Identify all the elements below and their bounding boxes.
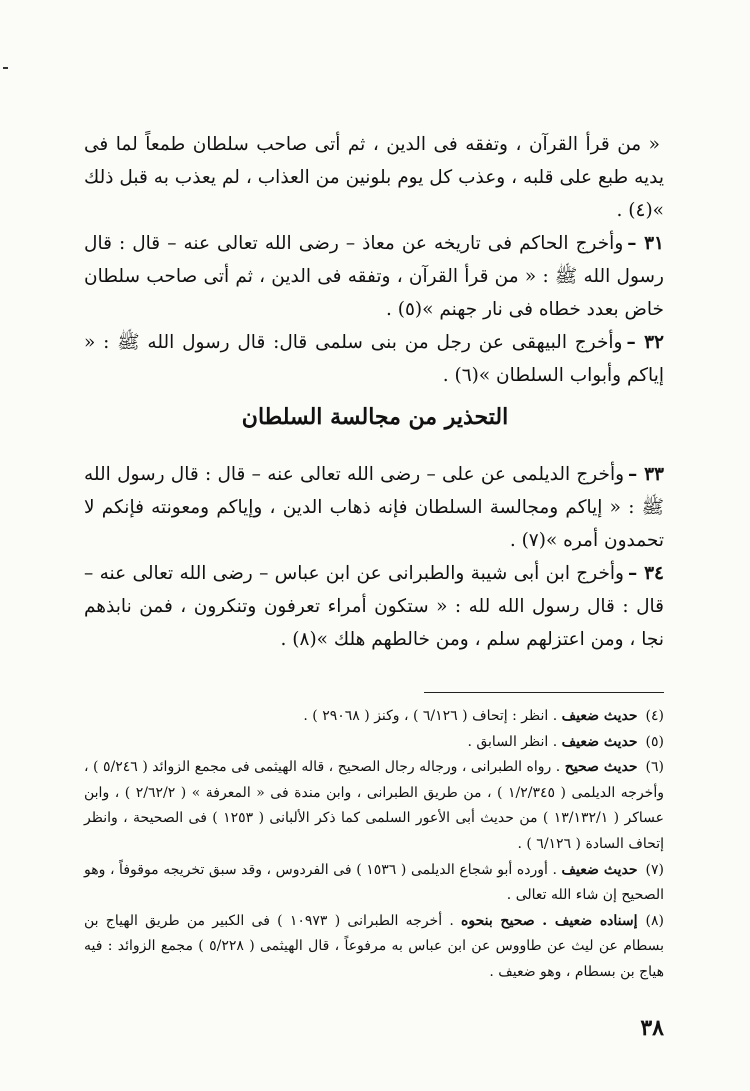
footnote-number: (٧) [645,861,664,878]
footnote-text: . انظر : إتحاف ( ٦/١٢٦ ) ، وكنز ( ٢٩٠٦٨ ) . [303,708,558,724]
page-number: ٣٨ [640,1015,664,1041]
paragraph-text: « من قرأ القرآن ، وتفقه فى الدين ، ثم أتى صاحب سلطان طمعاً لما فى يديه طبع على قلبه ، وعذب كل يوم بلونين من العذاب ، لم يعذب به قبل ذلك »(٤) . [84,134,664,221]
footnote-text: . رواه الطبرانى ، ورجاله رجال الصحيح ، قاله الهيثمى فى مجمع الزوائد ( ٥/٢٤٦ ) ، وأخرجه الديلمى ( ١/٢/٣٤٥ ) ، من طريق الطبرانى ، وابن مندة فى « المعرفة » ( ٢/٦٢/٢ ) ، وابن عساكر ( ١٣/١٣٢/١ ) من حديث أبى الأعور السلمى كما ذكر الألبانى ( ١٢٥٣ ) فى الصحيحة ، وانظر إتحاف السادة ( ٦/١٢٦ ) . [84,759,664,852]
paragraph-text: وأخرج الديلمى عن على – رضى الله تعالى عنه – قال : قال رسول الله ﷺ : « إياكم ومجالسة السلطان فإنه ذهاب الدين ، وإياكم ومعونته فإنكم لا تحمدون أمره »(٧) . [84,464,664,551]
footnote [84,909,664,986]
hadith-number: ٣١ – [627,233,664,254]
footnote [84,730,664,756]
footnote-text: . أورده أبو شجاع الديلمى ( ١٥٣٦ ) فى الفردوس ، وقد سبق تخريجه موقوفاً ، وهو الصحيح إن شاء الله تعالى . [84,861,664,904]
footnote-grade: حديث ضعيف [561,733,638,750]
hadith-number: ٣٣ – [628,464,664,485]
footnote-grade: إسناده ضعيف . صحيح بنحوه [461,912,638,929]
paragraph [84,458,664,557]
paragraph [84,128,664,227]
paragraph-text: وأخرج الحاكم فى تاريخه عن معاذ – رضى الله تعالى عنه – قال : قال رسول الله ﷺ : « من قرأ القرآن ، وتفقه فى الدين ، ثم أتى صاحب سلطان خاض بعدد خطاه فى نار جهنم »(٥) . [84,233,664,320]
footnote-divider [424,692,664,693]
margin-mark [3,67,8,69]
footnotes [84,704,664,986]
section-heading: التحذير من مجالسة السلطان [241,404,509,430]
footnote-text: . أخرجه الطبرانى ( ١٠٩٧٣ ) فى الكبير من طريق الهياج بن بسطام عن ليث عن طاووس عن ابن عباس به مرفوعاً ، قال الهيثمى ( ٥/٢٢٨ ) مجمع الزوائد : فيه هياج بن بسطام ، وهو ضعيف . [84,912,665,980]
paragraph [84,227,664,326]
footnote-number: (٤) [645,708,664,724]
hadith-number: ٣٤ – [627,563,664,584]
paragraph-text: وأخرج البيهقى عن رجل من بنى سلمى قال: قال رسول الله ﷺ : « إياكم وأبواب السلطان »(٦) . [84,332,664,386]
footnote [84,858,664,909]
paragraph-text: وأخرج ابن أبى شيبة والطبرانى عن ابن عباس – رضى الله تعالى عنه – قال : قال رسول الله لله : « ستكون أمراء تعرفون وتنكرون ، فمن نابذهم نجا ، ومن اعتزلهم سلم ، ومن خالطهم هلك »(٨) . [84,563,664,650]
footnote-text: . انظر السابق . [467,733,558,750]
main-text-bottom [84,458,664,656]
footnote-number: (٦) [645,759,664,776]
footnote-grade: حديث ضعيف [561,861,638,878]
footnote-grade: حديث ضعيف [561,708,638,724]
paragraph [84,557,664,656]
footnote [84,704,664,730]
footnote-grade: حديث صحيح [564,759,638,776]
footnote-number: (٨) [645,912,664,929]
main-text-top [84,128,664,392]
paragraph [84,326,664,392]
hadith-number: ٣٢ – [626,332,664,353]
footnote [84,755,664,857]
footnote-number: (٥) [645,733,664,750]
